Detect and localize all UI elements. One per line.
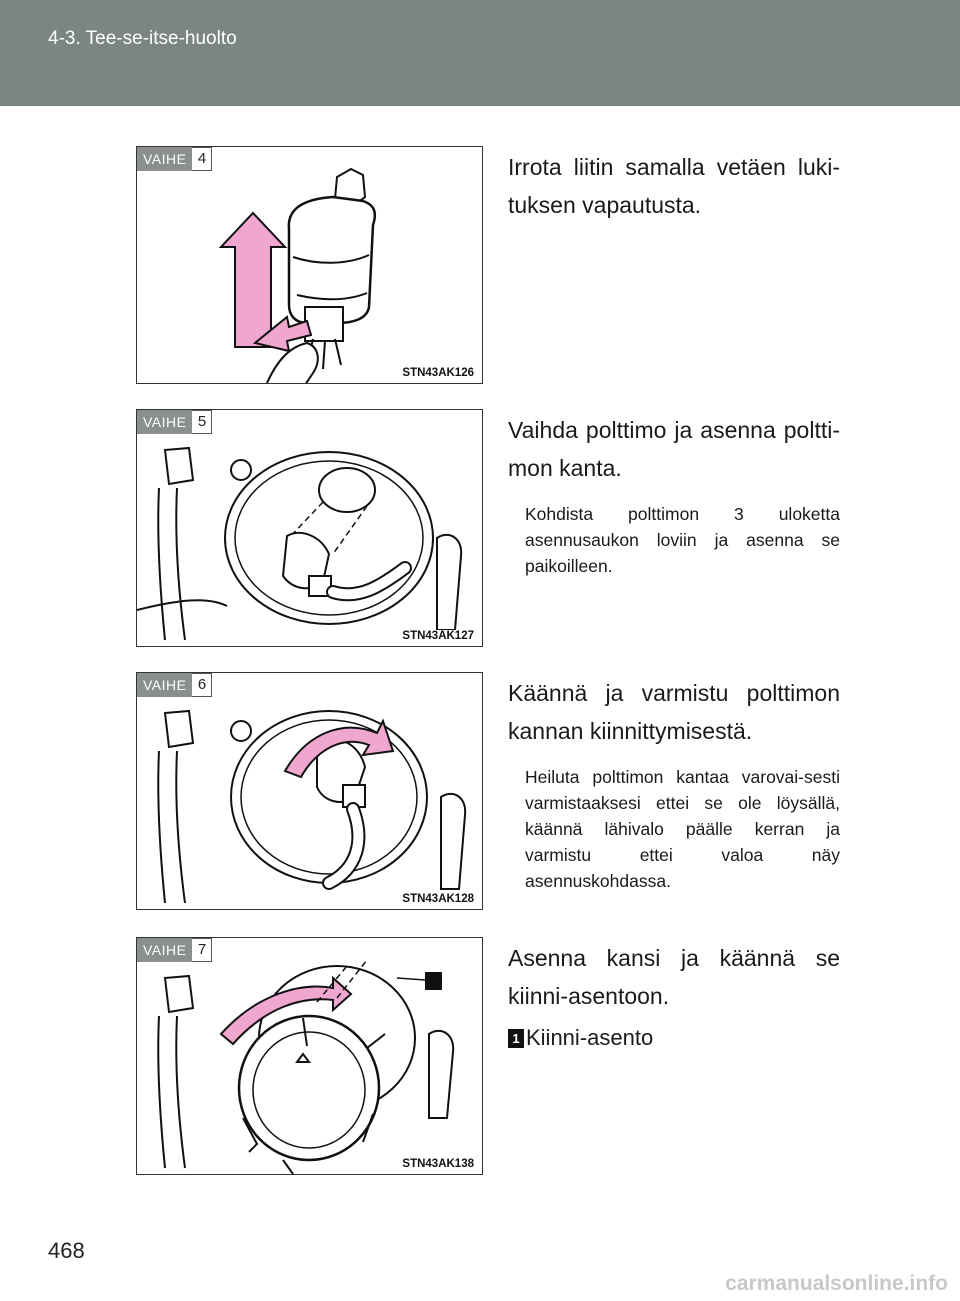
watermark: carmanualsonline.info [725, 1272, 948, 1295]
step-4-illustration [136, 146, 483, 384]
callout-legend [508, 1025, 840, 1051]
callout-label: Kiinni-asento [526, 1025, 654, 1050]
step-5-illustration [136, 409, 483, 647]
step-6-instruction: Käännä ja varmistu polttimon kannan kiinnittymisestä. [508, 680, 840, 744]
figure-code: STN43AK126 [402, 367, 474, 379]
step-tag: VAIHE 7 [137, 938, 212, 962]
figure-code: STN43AK128 [402, 893, 474, 905]
step-5-instruction: Vaihda polttimo ja asenna poltti-mon kanta. [508, 417, 840, 481]
step-6-illustration [136, 672, 483, 910]
step-5-detail: Kohdista polttimon 3 uloketta asennusaukon loviin ja asenna se paikoilleen. [525, 504, 840, 576]
step-7-illustration [136, 937, 483, 1175]
page-number: 468 [48, 1238, 85, 1263]
step-tag: VAIHE 5 [137, 410, 212, 434]
step-6-detail: Heiluta polttimon kantaa varovai-sesti varmistaaksesi ettei se ole löysällä, käännä lähivalo päälle kerran ja varmistu ettei valoa näy asennuskohdassa. [525, 767, 840, 891]
step-tag: VAIHE 4 [137, 147, 212, 171]
step-tag: VAIHE 6 [137, 673, 212, 697]
section-title: 4-3. Tee-se-itse-huolto [48, 28, 237, 49]
callout-badge: 1 [508, 1029, 524, 1048]
step-7-instruction: Asenna kansi ja käännä se kiinni-asentoon. [508, 945, 840, 1009]
figure-code: STN43AK138 [402, 1158, 474, 1170]
figure-code: STN43AK127 [402, 630, 474, 642]
step-4-instruction: Irrota liitin samalla vetäen luki-tuksen vapautusta. [508, 154, 840, 218]
page-header [0, 0, 960, 106]
